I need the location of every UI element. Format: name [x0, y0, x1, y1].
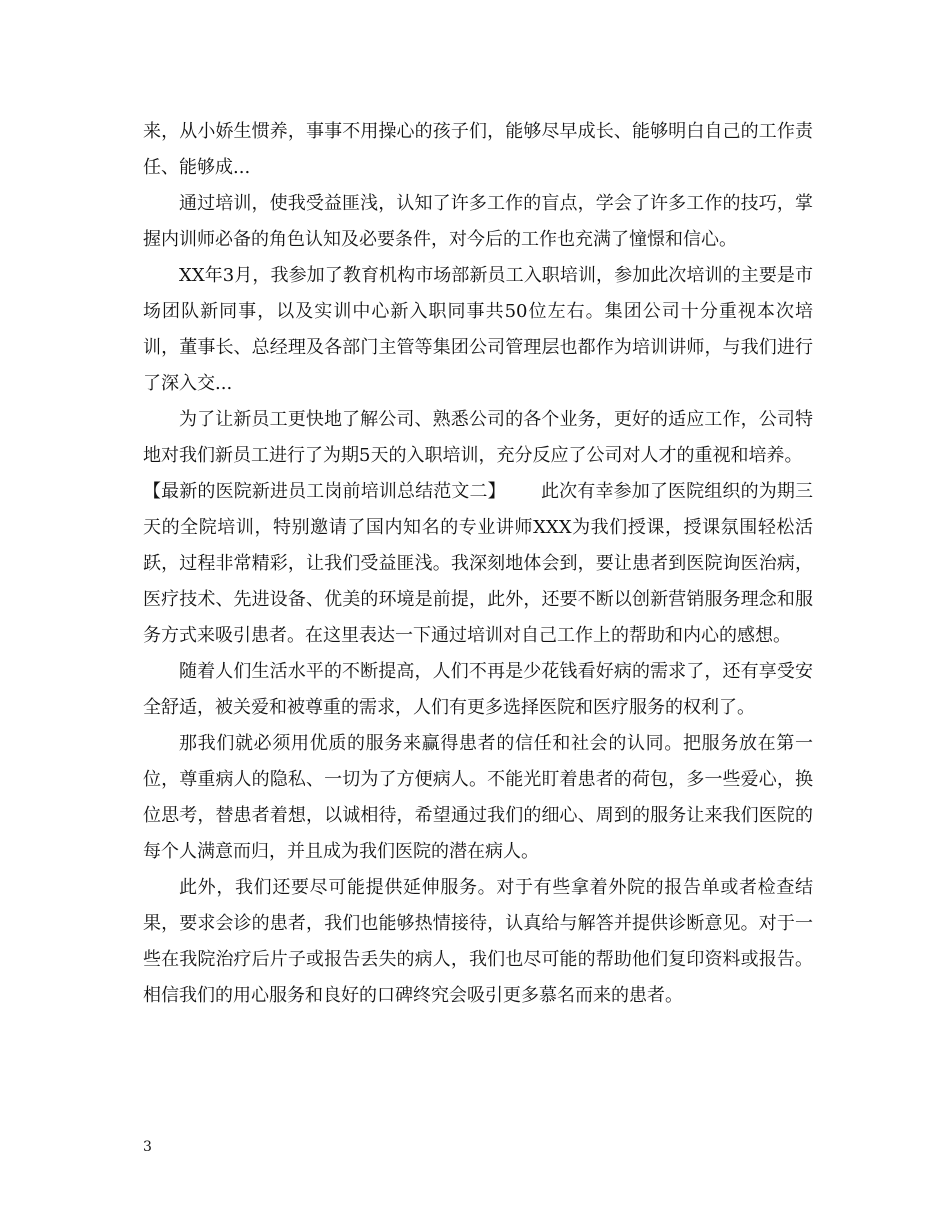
paragraph-living-standards: 随着人们生活水平的不断提高，人们不再是少花钱看好病的需求了，还有享受安全舒适，被关爱和被尊重的需求，人们有更多选择医院和医疗服务的权利了。: [143, 661, 813, 718]
section-spacer: [506, 481, 541, 502]
section-two: [143, 474, 813, 654]
section-paragraph: 此次有幸参加了医院组织的为期三天的全院培训，特别邀请了国内知名的专业讲师XXX为我们授课，授课氛围轻松活跃，过程非常精彩，让我们受益匪浅。我深刻地体会到，要让患者到医院询医治病，医疗技术、先进设备、优美的环境是前提，此外，还要不断以创新营销服务理念和服务方式来吸引患者。在这里表达一下通过培训对自己工作上的帮助和内心的感想。: [143, 481, 813, 646]
section-heading: 【最新的医院新进员工岗前培训总结范文二】: [143, 481, 506, 502]
paragraph-quality-service: 那我们就必须用优质的服务来赢得患者的信任和社会的认同。把服务放在第一位，尊重病人的隐私、一切为了方便病人。不能光盯着患者的荷包，多一些爱心，换位思考，替患者着想，以诚相待，希望通过我们的细心、周到的服务让来我们医院的每个人满意而归，并且成为我们医院的潜在病人。: [143, 733, 813, 862]
paragraph-continuation: 来，从小娇生惯养，事事不用操心的孩子们，能够尽早成长、能够明白自己的工作责任、能够成...: [143, 121, 813, 178]
paragraph-extended-service: 此外，我们还要尽可能提供延伸服务。对于有些拿着外院的报告单或者检查结果，要求会诊的患者，我们也能够热情接待，认真给与解答并提供诊断意见。对于一些在我院治疗后片子或报告丢失的病人，我们也尽可能的帮助他们复印资料或报告。相信我们的用心服务和良好的口碑终究会吸引更多慕名而来的患者。: [143, 877, 813, 1006]
document-body: [143, 114, 813, 1014]
paragraph-training-benefit: 通过培训，使我受益匪浅，认知了许多工作的盲点，学会了许多工作的技巧，掌握内训师必备的角色认知及必要条件，对今后的工作也充满了憧憬和信心。: [143, 193, 813, 250]
paragraph-march-training: XX年3月，我参加了教育机构市场部新员工入职培训，参加此次培训的主要是市场团队新同事，以及实训中心新入职同事共50位左右。集团公司十分重视本次培训，董事长、总经理及各部门主管等集团公司管理层也都作为培训讲师，与我们进行了深入交...: [143, 265, 813, 394]
paragraph-new-employee-training: 为了让新员工更快地了解公司、熟悉公司的各个业务，更好的适应工作，公司特地对我们新员工进行了为期5天的入职培训，充分反应了公司对人才的重视和培养。: [143, 409, 813, 466]
page-number: 3: [143, 1139, 152, 1155]
